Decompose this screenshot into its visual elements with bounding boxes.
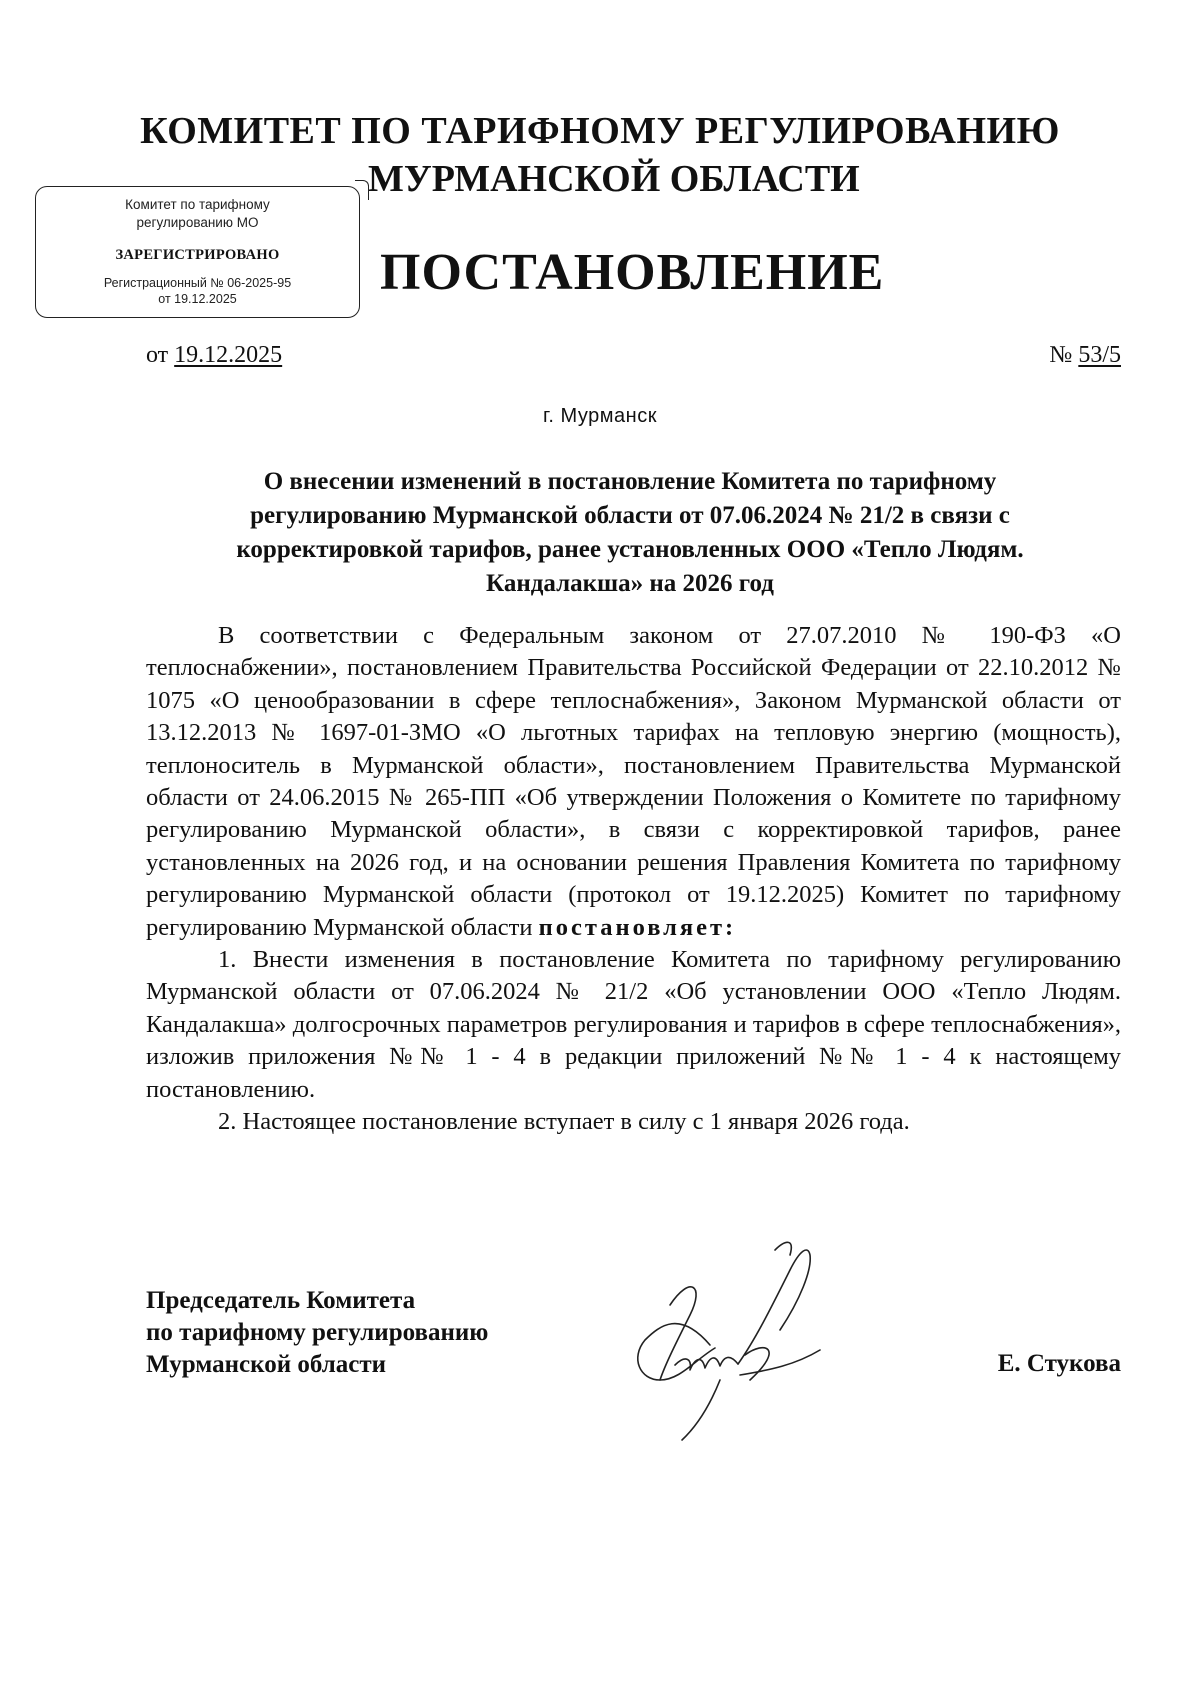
item-2: 2. Настоящее постановление вступает в силу с 1 января 2026 года. xyxy=(218,1108,910,1136)
stamp-reg-number: Регистрационный № 06-2025-95 xyxy=(103,276,292,291)
registration-stamp xyxy=(35,186,360,318)
stamp-org-line1: Комитет по тарифному xyxy=(125,197,270,212)
number-prefix: № xyxy=(1049,342,1073,368)
signatory-title-line2: по тарифному регулированию xyxy=(146,1319,489,1346)
stamp-reg-date: от 19.12.2025 xyxy=(158,291,237,306)
document-subject xyxy=(140,465,1120,601)
document-body xyxy=(146,620,1121,1139)
document-date xyxy=(146,342,282,369)
document-type-title: ПОСТАНОВЛЕНИЕ xyxy=(380,244,885,301)
organization-name-line2: МУРМАНСКОЙ ОБЛАСТИ xyxy=(368,158,860,200)
subject-line2: регулированию Мурманской области от 07.06.2024 № 21/2 в связи с xyxy=(250,502,1010,529)
organization-name-line1: КОМИТЕТ ПО ТАРИФНОМУ РЕГУЛИРОВАНИЮ xyxy=(140,110,1060,152)
preamble-text: В соответствии с Федеральным законом от 27.07.2010 № 190-ФЗ «О теплоснабжении», постановлением Правительства Российской Федерации от 22.10.2012 № 1075 «О ценообразовании в сфере теплоснабжения», Законом Мурманской области от 13.12.2013 № 1697-01-ЗМО «О льготных тарифах на тепловую энергию (мощность), теплоноситель в Мурманской области», постановлением Правительства Мурманской области от 24.06.2015 № 265-ПП «Об утверждении Положения о Комитете по тарифному регулированию Мурманской области», в связи с корректировкой тарифов, ранее установленных на 2026 год, и на основании решения Правления Комитета по тарифному регулированию Мурманской области (протокол от 19.12.2025) Комитет по тарифному регулированию Мурманской области xyxy=(146,622,1121,941)
subject-line3: корректировкой тарифов, ранее установленных ООО «Тепло Людям. xyxy=(236,536,1024,563)
city-line: г. Мурманск xyxy=(543,405,657,427)
signatory-title-line3: Мурманской области xyxy=(146,1351,387,1378)
document-number xyxy=(1049,342,1121,369)
number-value: 53/5 xyxy=(1078,342,1121,368)
signatory-title-line1: Председатель Комитета xyxy=(146,1287,416,1314)
signatory-name: Е. Стукова xyxy=(997,1350,1121,1377)
stamp-status: ЗАРЕГИСТРИРОВАНО xyxy=(115,247,280,264)
handwritten-signature xyxy=(620,1230,860,1450)
stamp-organization xyxy=(36,196,359,231)
item-1: 1. Внести изменения в постановление Комитета по тарифному регулированию Мурманской области от 07.06.2024 № 21/2 «Об установлении ООО «Тепло Людям. Кандалакша» долгосрочных параметров регулирования и тарифов в сфере теплоснабжения», изложив приложения №№ 1 - 4 в редакции приложений №№ 1 - 4 к настоящему постановлению. xyxy=(146,946,1121,1103)
signatory-title xyxy=(146,1285,488,1381)
decree-word: постановляет: xyxy=(538,913,737,941)
date-value: 19.12.2025 xyxy=(174,342,283,368)
stamp-org-line2: регулированию МО xyxy=(136,214,259,230)
preamble-paragraph xyxy=(146,620,1121,944)
subject-line1: О внесении изменений в постановление Комитета по тарифному xyxy=(263,468,997,495)
subject-line4: Кандалакша» на 2026 год xyxy=(486,570,774,597)
date-prefix: от xyxy=(146,342,169,368)
